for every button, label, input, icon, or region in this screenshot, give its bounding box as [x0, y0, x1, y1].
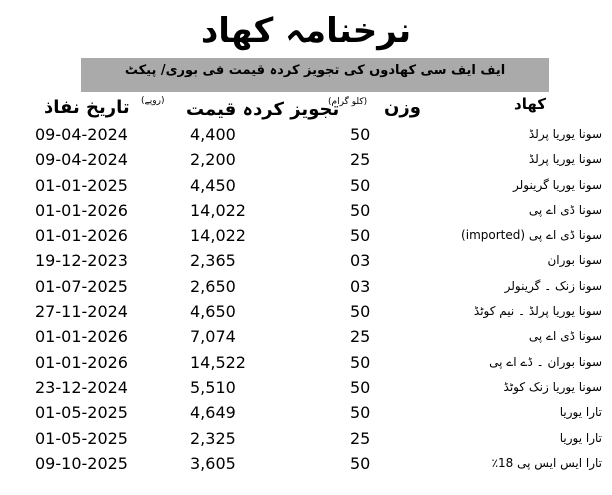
- table-row: [0, 148, 612, 173]
- price-cell: 4,650: [190, 302, 236, 322]
- page-title: نرخنامہ کھاد: [200, 11, 412, 51]
- weight-cell: 50: [350, 403, 371, 423]
- date-cell: 01-01-2025: [35, 175, 128, 195]
- price-cell: 2,650: [190, 276, 236, 296]
- product-cell: سونا یوریا پرلڈ: [528, 152, 602, 167]
- table-row: [0, 401, 612, 426]
- price-cell: 14,022: [190, 226, 246, 246]
- table-row: [0, 174, 612, 199]
- date-cell: 09-04-2024: [35, 150, 128, 170]
- weight-cell: 50: [350, 175, 371, 195]
- weight-cell: 25: [350, 327, 371, 347]
- product-cell: سونا یوریا گرینولر: [513, 177, 602, 192]
- table-row: [0, 300, 612, 325]
- price-cell: 4,649: [190, 403, 236, 423]
- product-cell: سونا یوریا پرلڈ ۔ نیم کوٹڈ: [473, 304, 602, 319]
- product-cell: سونا ڈی اے پی (imported): [461, 228, 602, 243]
- header-weight: وزن: [384, 97, 421, 118]
- weight-cell: 50: [350, 302, 371, 322]
- date-cell: 01-01-2026: [35, 327, 128, 347]
- price-cell: 2,365: [190, 251, 236, 271]
- table-row: [0, 376, 612, 401]
- date-cell: 01-05-2025: [35, 403, 128, 423]
- header-product: کھاد: [514, 95, 546, 113]
- product-cell: سونا زنک ۔ گرینولر: [504, 278, 602, 293]
- product-cell: سونا یوریا زنک کوٹڈ: [503, 379, 602, 394]
- header-price-unit: (روپے): [141, 96, 165, 106]
- weight-cell: 25: [350, 428, 371, 448]
- product-cell: تارا ایس ایس پی 18٪: [491, 455, 602, 470]
- date-cell: 01-05-2025: [35, 428, 128, 448]
- price-table: [0, 123, 612, 477]
- weight-cell: 50: [350, 125, 371, 144]
- price-cell: 14,522: [190, 352, 246, 372]
- weight-cell: 50: [350, 377, 371, 397]
- date-cell: 23-12-2024: [35, 377, 128, 397]
- header-price: تجویز کردہ قیمت: [186, 99, 340, 120]
- weight-cell: 25: [350, 150, 371, 170]
- product-cell: سونا بوران: [547, 253, 602, 268]
- table-row: [0, 325, 612, 350]
- price-cell: 3,605: [190, 453, 236, 473]
- table-row: [0, 275, 612, 300]
- price-cell: 4,450: [190, 175, 236, 195]
- header-date: تاریخ نفاذ: [44, 97, 130, 118]
- weight-cell: 50: [350, 226, 371, 246]
- header-weight-unit: (کلو گرام): [328, 97, 368, 107]
- date-cell: 19-12-2023: [35, 251, 128, 271]
- table-row: [0, 249, 612, 274]
- product-cell: سونا ڈی اے پی: [528, 329, 602, 344]
- table-row: [0, 452, 612, 477]
- table-row: [0, 427, 612, 452]
- subtitle-banner: ایف ایف سی کھادوں کی تجویز کردہ قیمت فی بوری/ پیکٹ: [81, 58, 549, 92]
- date-cell: 01-07-2025: [35, 276, 128, 296]
- weight-cell: 03: [350, 276, 371, 296]
- date-cell: 09-10-2025: [35, 453, 128, 473]
- date-cell: 01-01-2026: [35, 226, 128, 246]
- weight-cell: 50: [350, 200, 371, 220]
- price-cell: 4,400: [190, 125, 236, 144]
- price-cell: 2,200: [190, 150, 236, 170]
- table-row: [0, 199, 612, 224]
- price-cell: 2,325: [190, 428, 236, 448]
- date-cell: 09-04-2024: [35, 125, 128, 144]
- price-cell: 7,074: [190, 327, 236, 347]
- product-cell: سونا ڈی اے پی: [528, 202, 602, 217]
- table-row: [0, 351, 612, 376]
- product-cell: تارا یوریا: [559, 405, 602, 420]
- table-row: [0, 123, 612, 148]
- product-cell: سونا بوران ۔ ڈے اے پی: [489, 354, 602, 369]
- weight-cell: 03: [350, 251, 371, 271]
- weight-cell: 50: [350, 352, 371, 372]
- price-cell: 5,510: [190, 377, 236, 397]
- date-cell: 27-11-2024: [35, 302, 128, 322]
- date-cell: 01-01-2026: [35, 200, 128, 220]
- price-cell: 14,022: [190, 200, 246, 220]
- product-cell: سونا یوریا پرلڈ: [528, 127, 602, 141]
- product-cell: تارا یوریا: [559, 430, 602, 445]
- weight-cell: 50: [350, 453, 371, 473]
- table-row: [0, 224, 612, 249]
- date-cell: 01-01-2026: [35, 352, 128, 372]
